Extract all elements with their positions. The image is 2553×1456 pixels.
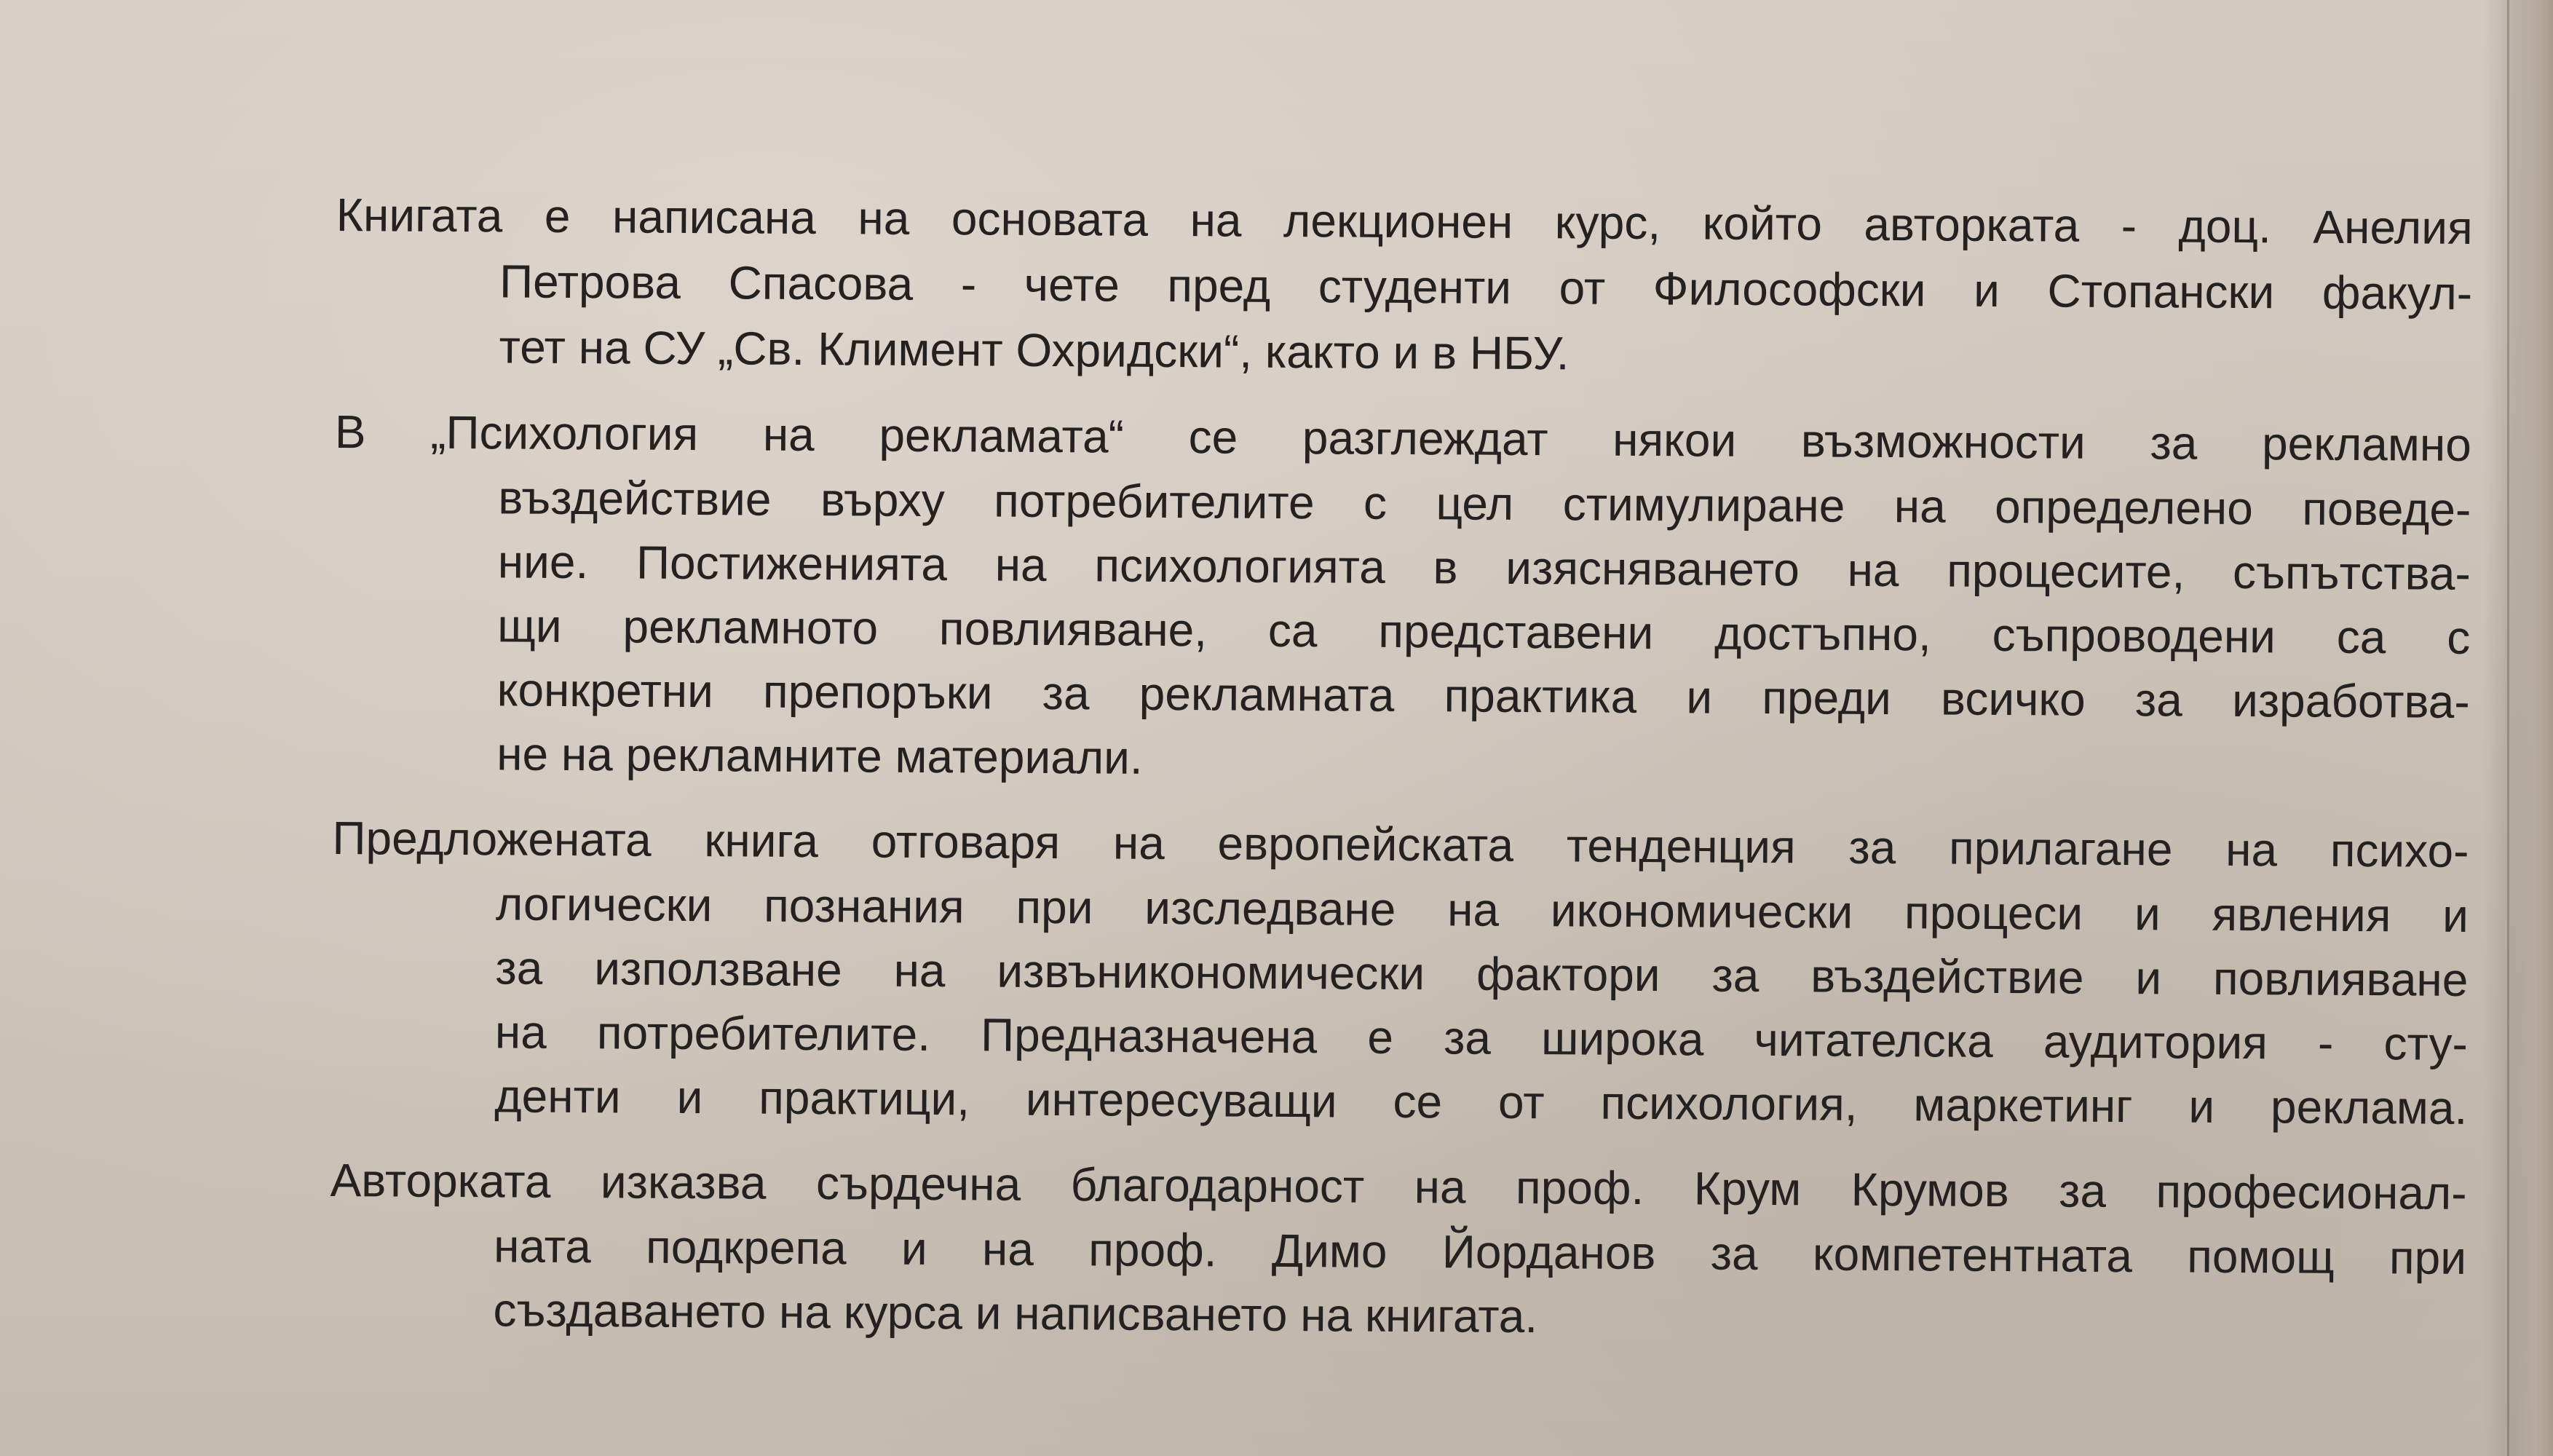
paragraph-about-audience (330, 805, 2469, 1140)
text-line: не на рекламните материали. (496, 727, 1143, 784)
body-text (329, 182, 2473, 1354)
paragraph-about-course (335, 182, 2473, 392)
paragraph-acknowledgements (329, 1147, 2467, 1354)
text-line: Петрова Спасова - чете пред студенти от Философски и Стопански факул- (499, 255, 2473, 320)
text-line: за използване на извъникономически фактори за въздействие и повлияване (495, 941, 2469, 1006)
text-line: Предложената книга отговаря на европейската тенденция за прилагане на психо- (332, 811, 2469, 877)
page-edge-line (2507, 0, 2509, 1456)
text-line: ната подкрепа и на проф. Димо Йорданов за компетентната помощ при (493, 1219, 2467, 1284)
text-line: денти и практици, интересуващи се от психология, маркетинг и реклама. (494, 1069, 2468, 1134)
text-line: Книгата е написана на основата на лекционен курс, който авторката - доц. Анелия (336, 188, 2473, 254)
page-edge-shadow (2484, 0, 2553, 1456)
text-line: ние. Постиженията на психологията в изясняването на процесите, съпътства- (497, 535, 2471, 600)
text-line: създаването на курса и написването на книгата. (493, 1283, 1538, 1343)
text-line: щи рекламното повлияване, са представени достъпно, съпроводени са с (497, 599, 2471, 664)
text-line: логически познания при изследване на икономически процеси и явления и (495, 877, 2469, 942)
text-line: В „Психология на рекламата“ се разглеждат някои възможности за рекламно (334, 405, 2472, 471)
text-line: конкретни препоръки за рекламната практика и преди всичко за изработва- (496, 663, 2470, 728)
text-line: на потребителите. Предназначена е за широка читателска аудитория - сту- (494, 1005, 2469, 1070)
text-line: въздействие върху потребителите с цел стимулиране на определено поведе- (498, 471, 2471, 536)
text-line: тет на СУ „Св. Климент Охридски“, както и в НБУ. (499, 320, 1570, 380)
paragraph-about-content (333, 399, 2471, 798)
text-line: Авторката изказва сърдечна благодарност на проф. Крум Крумов за професионал- (330, 1153, 2467, 1219)
